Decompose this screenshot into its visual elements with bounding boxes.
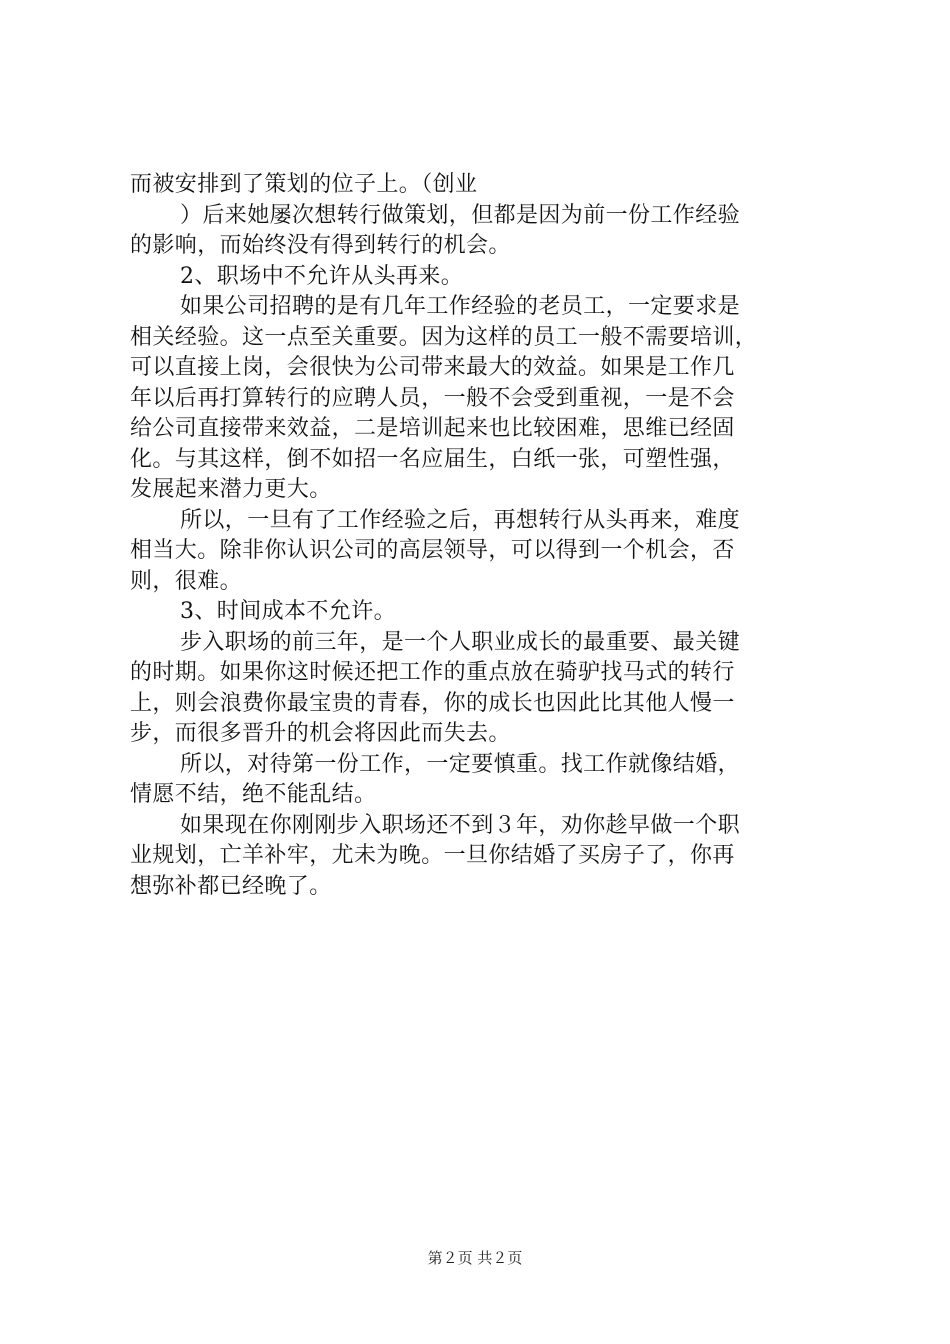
document-body bbox=[130, 170, 835, 902]
text-line: 则，很难。 bbox=[130, 568, 243, 594]
text-line: 而被安排到了策划的位子上。（创业 bbox=[130, 172, 478, 197]
text-line: ）后来她屡次想转行做策划，但都是因为前一份工作经验 bbox=[180, 202, 741, 228]
text-line: 业规划，亡羊补牢，尤未为晚。一旦你结婚了买房子了，你再 bbox=[130, 843, 735, 868]
text-line: 年以后再打算转行的应聘人员，一般不会受到重视，一是不会 bbox=[130, 385, 735, 411]
text-line: 相当大。除非你认识公司的高层领导，可以得到一个机会，否 bbox=[130, 538, 735, 563]
text-line: 如果现在你刚刚步入职场还不到３年，劝你趁早做一个职 bbox=[180, 812, 741, 838]
text-line: 步入职场的前三年，是一个人职业成长的最重要、最关键 bbox=[180, 629, 741, 655]
text-line: 上，则会浪费你最宝贵的青春，你的成长也因此比其他人慢一 bbox=[130, 690, 735, 716]
text-line: 3、时间成本不允许。 bbox=[180, 599, 396, 624]
text-line: 给公司直接带来效益，二是培训起来也比较困难，思维已经固 bbox=[130, 416, 735, 441]
text-line: 的影响，而始终没有得到转行的机会。 bbox=[130, 233, 511, 258]
text-line: 化。与其这样，倒不如招一名应届生，白纸一张，可塑性强， bbox=[130, 446, 735, 472]
text-line: 2、职场中不允许从头再来。 bbox=[180, 263, 464, 289]
text-line: 发展起来潜力更大。 bbox=[130, 477, 332, 502]
text-line: 的时期。如果你这时候还把工作的重点放在骑驴找马式的转行 bbox=[130, 660, 735, 685]
text-line: 可以直接上岗，会很快为公司带来最大的效益。如果是工作几 bbox=[130, 355, 735, 380]
text-line: 步，而很多晋升的机会将因此而失去。 bbox=[130, 721, 511, 746]
text-line: 所以，对待第一份工作，一定要慎重。找工作就像结婚， bbox=[180, 751, 741, 777]
text-line: 所以，一旦有了工作经验之后，再想转行从头再来，难度 bbox=[180, 507, 741, 533]
text-line: 想弥补都已经晚了。 bbox=[130, 873, 332, 899]
text-line: 如果公司招聘的是有几年工作经验的老员工，一定要求是 bbox=[180, 294, 741, 319]
page-footer: 第２页 共２页 bbox=[427, 1249, 523, 1267]
text-line: 情愿不结，绝不能乱结。 bbox=[130, 782, 377, 807]
text-line: 相关经验。这一点至关重要。因为这样的员工一般不需要培训， bbox=[130, 324, 758, 350]
